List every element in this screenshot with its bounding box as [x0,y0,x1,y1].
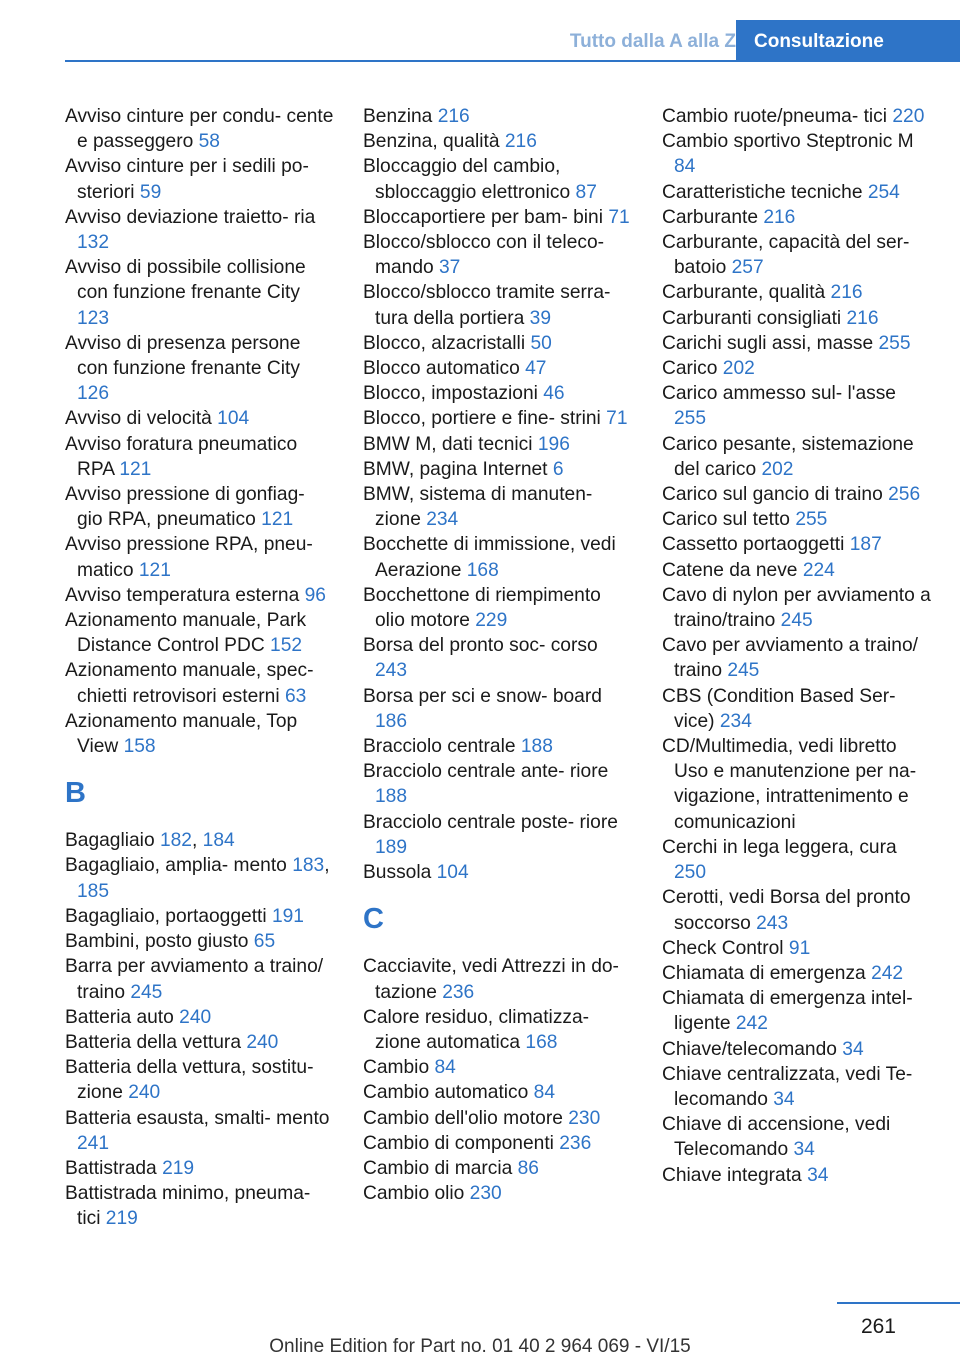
index-entry-term: Bussola [363,862,432,884]
page-reference-link[interactable]: 168 [466,559,499,581]
index-entry [363,129,633,154]
index-entry [65,1005,335,1030]
page-reference-link[interactable]: 71 [608,206,630,228]
index-entry-term: Chiamata di emergenza intel‐ ligente [662,988,913,1035]
page-reference-link[interactable]: 121 [138,559,171,581]
index-entry [662,104,932,129]
page-reference-link[interactable]: 234 [426,509,459,531]
index-entry-term: Batteria esausta, smalti‐ mento [65,1107,330,1129]
page-reference-link[interactable]: 123 [77,307,110,329]
index-entry [65,1156,335,1181]
page-reference-link[interactable]: 58 [198,131,220,153]
index-entry-term: Azionamento manuale, Top View [65,710,298,758]
page-reference-link[interactable]: 216 [830,282,863,304]
index-entry-term: Batteria della vettura, sostitu‐ zione [65,1057,314,1104]
index-entry [363,356,633,381]
index-entry-term: Batteria della vettura [65,1031,241,1053]
page-reference-link[interactable]: 6 [552,458,564,480]
index-entry-term: Blocco, alzacristalli [363,332,526,354]
index-letter-heading: C [363,903,384,936]
index-entry [363,532,633,582]
page-reference-link[interactable]: 84 [434,1057,456,1079]
page-reference-link[interactable]: 71 [606,408,628,430]
page-reference-link[interactable]: 196 [537,433,570,455]
index-entry-term: Catene da neve [662,559,798,581]
index-entry-term: Bocchette di immissione, vedi Aerazione [363,534,616,581]
index-entry-term: Avviso cinture per i sedili po‐ steriori [65,156,309,203]
index-entry-term: Azionamento manuale, Park Distance Control PDC [65,610,307,657]
page-reference-link[interactable]: 152 [270,635,303,657]
page-reference-link[interactable]: 189 [375,836,408,858]
index-entry-term: Blocco/sblocco tramite serra‐ tura della portiera [363,282,611,329]
index-entry [363,1005,633,1055]
index-entry-term: Carico pesante, sistemazione del carico [662,433,914,480]
index-entry-term: Bagagliaio, portaoggetti [65,905,267,927]
index-entry [363,1106,633,1131]
index-entry [662,986,932,1036]
index-entry [65,709,335,759]
index-entry [363,381,633,406]
index-entry [65,1030,335,1055]
page-reference-link[interactable]: 216 [846,307,879,329]
index-column-1 [65,104,335,1232]
index-entry [363,482,633,532]
page-reference-link[interactable]: 158 [123,736,156,758]
index-entry-term: Chiave di accensione, vedi Telecomando [662,1114,891,1161]
index-column-3 [662,104,932,1188]
index-entry-term: Carburante, qualità [662,282,826,304]
index-entry-term: Battistrada [65,1157,157,1179]
index-entry-term: Carichi sugli assi, masse [662,332,874,354]
index-entry [662,356,932,381]
page-reference-link[interactable]: 168 [525,1031,558,1053]
index-entry [363,1181,633,1206]
index-entry: Bagagliaio, amplia‐ mento 183, 185 [65,855,330,902]
section-title: Tutto dalla A alla Z [569,31,736,52]
index-entry-term: Azionamento manuale, spec‐ chietti retrovisori esterni [65,660,314,707]
index-entry-term: Avviso foratura pneumatico RPA [65,433,298,480]
page-reference-link[interactable]: 255 [674,408,707,430]
index-entry [363,104,633,129]
page-reference-link[interactable]: 96 [304,584,326,606]
index-entry [363,331,633,356]
index-entry-term: Avviso di velocità [65,408,212,430]
index-entry [363,154,633,204]
page-reference-link[interactable]: 132 [77,232,110,254]
index-entry [363,684,633,734]
page-reference-link[interactable]: 91 [788,937,811,959]
index-entry-term: Carico sul gancio di traino [662,484,883,506]
index-entry [363,280,633,330]
index-entry [662,230,932,280]
index-entry-term: Bagagliaio [65,830,155,852]
index-entry-term: Benzina [363,106,433,127]
index-entry [65,904,335,929]
index-entry [363,759,633,809]
index-entry [662,381,932,431]
index-entry-term: Bocchettone di riempimento olio motore [363,584,601,632]
page-reference-link[interactable]: 234 [719,710,752,732]
index-entry [65,482,335,532]
index-entry [363,1080,633,1105]
index-entry-term: Carico sul tetto [662,509,790,531]
index-entry [65,583,335,608]
page-reference-link[interactable]: 39 [529,307,552,329]
page-reference-link[interactable]: 245 [727,660,760,682]
page-reference-link[interactable]: 104 [217,408,250,430]
index-entry-term: Batteria auto [65,1006,174,1028]
page-reference-link[interactable]: 34 [773,1088,795,1110]
index-entry-term: Chiave centralizzata, vedi Te‐ lecomando [662,1063,913,1110]
page-reference-link[interactable]: 257 [731,257,764,279]
index-entry-term: Bambini, posto giusto [65,931,249,953]
index-entry-term: Cambio ruote/pneuma‐ tici [662,106,888,127]
page-reference-link[interactable]: 188 [375,786,408,808]
page-reference-link[interactable]: 255 [878,332,911,354]
index-entry [662,835,932,885]
page-reference-link[interactable]: 50 [530,332,552,354]
index-entry-term: Calore residuo, climatizza‐ zione automatica [363,1006,590,1053]
index-entry-term: Carico ammesso sul‐ l'asse [662,383,896,405]
index-entry [65,154,335,204]
page-reference-link[interactable]: 121 [261,509,294,531]
index-entry-term: Bracciolo centrale poste‐ riore [363,811,618,833]
page-reference-link[interactable]: 240 [128,1082,161,1104]
index-entry-term: Borsa del pronto soc‐ corso [363,635,598,657]
index-entry [662,205,932,230]
index-entry [363,860,633,885]
index-entry-term: Carburante [662,206,758,228]
footer-rule [837,1302,960,1304]
page-reference-link[interactable]: 216 [763,206,796,228]
index-entry [662,583,932,633]
index-entry [363,734,633,759]
page-reference-link[interactable]: 37 [439,257,461,279]
index-entry-term: Bloccaportiere per bam‐ bini [363,206,603,228]
index-entry [65,255,335,331]
index-entry-term: Caratteristiche tecniche [662,181,863,203]
index-entry [65,608,335,658]
index-entry [65,954,335,1004]
page-reference-link[interactable]: 255 [795,509,828,531]
page-reference-link[interactable]: 224 [802,559,835,581]
chapter-tab: Consultazione [736,20,960,62]
index-entry [662,633,932,683]
index-entry-term: Cambio automatico [363,1082,529,1104]
index-entry-term: Avviso temperatura esterna [65,584,300,606]
page-reference-link[interactable]: 241 [77,1132,110,1154]
page-reference-link[interactable]: 47 [525,358,547,380]
index-entry-term: Cassetto portaoggetti [662,534,845,556]
index-entry [662,432,932,482]
index-entry [65,104,335,154]
page-reference-link[interactable]: 185 [77,880,110,902]
index-entry-term: Bracciolo centrale ante‐ riore [363,761,609,783]
page-reference-link[interactable]: 243 [375,660,408,682]
page-reference-link[interactable]: 229 [475,610,508,632]
index-entry-term: Cambio sportivo Steptronic M [662,131,914,153]
index-entry-term: Cavo per avviamento a traino/ traino [662,635,918,682]
page-reference-link[interactable]: 84 [533,1082,555,1104]
index-entry-term: CD/Multimedia, vedi libretto Uso e manutenzione per na‐ vigazione, intrattenimento e comunicazioni [662,736,917,833]
page-reference-link[interactable]: 245 [130,981,163,1003]
page-reference-link[interactable]: 254 [867,181,900,203]
page-reference-link[interactable]: 186 [375,710,408,732]
index-entry [662,961,932,986]
index-entry-term: Chiave/telecomando [662,1038,837,1060]
page-reference-link[interactable]: 250 [674,862,707,884]
page-reference-link[interactable]: 242 [735,1013,768,1035]
index-entry-term: Carico [662,358,718,380]
index-entry-term: Blocco, portiere e fine‐ strini [363,408,601,430]
index-entry [363,583,633,633]
page-reference-link[interactable]: 59 [139,181,162,203]
page-reference-link[interactable]: 216 [504,131,537,153]
index-entry-term: Cerotti, vedi Borsa del pronto soccorso [662,887,911,934]
index-entry [662,936,932,961]
index-entry [65,1055,335,1105]
index-entry-term: BMW, pagina Internet [363,458,548,480]
index-entry-term: Barra per avviamento a traino/ traino [65,956,324,1003]
index-entry-term: Bagagliaio, amplia‐ mento [65,855,287,877]
index-entry [662,1112,932,1162]
page-number: 261 [860,1315,896,1338]
page-reference-link[interactable]: 245 [780,610,813,632]
index-entry [662,558,932,583]
index-entry [363,810,633,860]
page-reference-link[interactable]: 104 [436,862,469,884]
index-entry-term: BMW, sistema di manuten‐ zione [363,484,593,531]
page-reference-link[interactable]: 243 [756,912,789,934]
index-entry [662,684,932,734]
index-entry-term: Cambio di marcia [363,1157,513,1179]
page-reference-link[interactable]: 126 [77,383,110,405]
index-entry [662,306,932,331]
index-entry-term: Avviso pressione di gonfiag‐ gio RPA, pneumatico [65,484,305,531]
index-entry [65,929,335,954]
index-entry [65,1181,335,1231]
index-entry-term: Blocco, impostazioni [363,383,538,405]
index-entry [662,331,932,356]
index-entry [363,954,633,1004]
index-entry [363,432,633,457]
index-letter-heading: B [65,777,86,810]
page-reference-link[interactable]: 182 [159,830,192,852]
index-entry: Bagagliaio 182, 184 [65,830,235,852]
index-entry [662,734,932,835]
index-entry-term: Carburanti consigliati [662,307,842,329]
index-entry-term: Cambio olio [363,1183,465,1205]
index-entry-term: Carburante, capacità del ser‐ batoio [662,232,910,279]
page-reference-link[interactable]: 236 [442,981,475,1003]
index-entry-term: Check Control [662,937,784,959]
index-entry-term: Avviso pressione RPA, pneu‐ matico [65,534,313,581]
index-entry-term: Blocco/sblocco con il teleco‐ mando [363,232,605,279]
index-entry-term: Battistrada minimo, pneuma‐ tici [65,1183,311,1230]
index-entry [363,633,633,683]
index-entry-term: CBS (Condition Based Ser‐ vice) [662,685,896,732]
index-entry [662,482,932,507]
index-entry-term: BMW M, dati tecnici [363,433,533,455]
page-reference-link[interactable]: 220 [892,106,925,127]
page-reference-link[interactable]: 46 [543,383,565,405]
index-entry-term: Chiave integrata [662,1164,802,1186]
page-reference-link[interactable]: 230 [469,1183,502,1205]
index-entry-term: Cavo di nylon per avviamento a traino/traino [662,584,931,632]
page-reference-link[interactable]: 216 [437,106,470,127]
index-entry [363,1055,633,1080]
index-entry [662,129,932,179]
index-column-2 [363,104,633,1206]
index-entry [65,1106,335,1156]
page-reference-link[interactable]: 202 [761,458,794,480]
page-reference-link[interactable]: 184 [202,830,235,852]
index-entry [662,180,932,205]
index-entry [662,507,932,532]
page-reference-link[interactable]: 240 [246,1031,279,1053]
page-reference-link[interactable]: 121 [119,458,152,480]
index-entry-term: Avviso cinture per condu‐ cente e passeggero [65,106,334,153]
index-entry [363,205,633,230]
page-reference-link[interactable]: 219 [105,1208,138,1230]
page-reference-link[interactable]: 183 [292,855,325,877]
index-entry-term: Avviso di presenza persone con funzione frenante City [65,332,301,380]
page-reference-link[interactable]: 187 [849,534,882,556]
page-reference-link[interactable]: 230 [568,1107,601,1129]
index-entry-term: Cambio dell'olio motore [363,1107,563,1129]
index-entry-term: Blocco automatico [363,358,520,380]
page-reference-link[interactable]: 84 [674,156,696,178]
index-entry [65,406,335,431]
index-entry [65,432,335,482]
index-entry [662,532,932,557]
page-reference-link[interactable]: 34 [842,1038,864,1060]
index-entry-term: Chiamata di emergenza [662,962,866,984]
index-entry [662,280,932,305]
page-reference-link[interactable]: 34 [807,1164,829,1186]
page-reference-link[interactable]: 242 [871,962,904,984]
page-reference-link[interactable]: 87 [575,181,597,203]
page-reference-link[interactable]: 240 [179,1006,212,1028]
page-reference-link[interactable]: 86 [517,1157,539,1179]
page-reference-link[interactable]: 65 [253,931,276,953]
page-reference-link[interactable]: 256 [888,484,921,506]
page-reference-link[interactable]: 236 [559,1132,592,1154]
index-entry-term: Bloccaggio del cambio, sbloccaggio elettronico [363,156,571,203]
page-reference-link[interactable]: 63 [284,685,307,707]
index-entry [363,230,633,280]
index-entry [65,205,335,255]
edition-footer: Online Edition for Part no. 01 40 2 964 069 - VI/15 [269,1336,691,1357]
index-entry [363,406,633,431]
page-reference-link[interactable]: 202 [722,358,755,380]
index-entry [662,885,932,935]
index-entry-term: Benzina, qualità [363,131,500,153]
index-entry [363,1131,633,1156]
index-entry-term: Avviso di possibile collisione con funzione frenante City [65,257,306,304]
index-entry-term: Cambio di componenti [363,1132,554,1154]
index-entry [662,1037,932,1062]
page-reference-link[interactable]: 34 [793,1139,815,1161]
page-reference-link[interactable]: 188 [520,736,553,758]
index-entry-term: Cerchi in lega leggera, cura [662,836,897,858]
index-entry-term: Borsa per sci e snow‐ board [363,685,602,707]
index-entry [363,457,633,482]
index-entry [662,1163,932,1188]
index-entry-term: Bracciolo centrale [363,736,516,758]
index-entry [65,532,335,582]
index-entry [65,658,335,708]
page-reference-link[interactable]: 219 [162,1157,195,1179]
index-entry [363,1156,633,1181]
index-entry [662,1062,932,1112]
index-entry-term: Cambio [363,1057,430,1079]
index-entry [65,331,335,407]
index-entry-term: Avviso deviazione traietto‐ ria [65,206,316,228]
page-reference-link[interactable]: 191 [271,905,304,927]
index-entry-term: Cacciavite, vedi Attrezzi in do‐ tazione [363,956,619,1003]
